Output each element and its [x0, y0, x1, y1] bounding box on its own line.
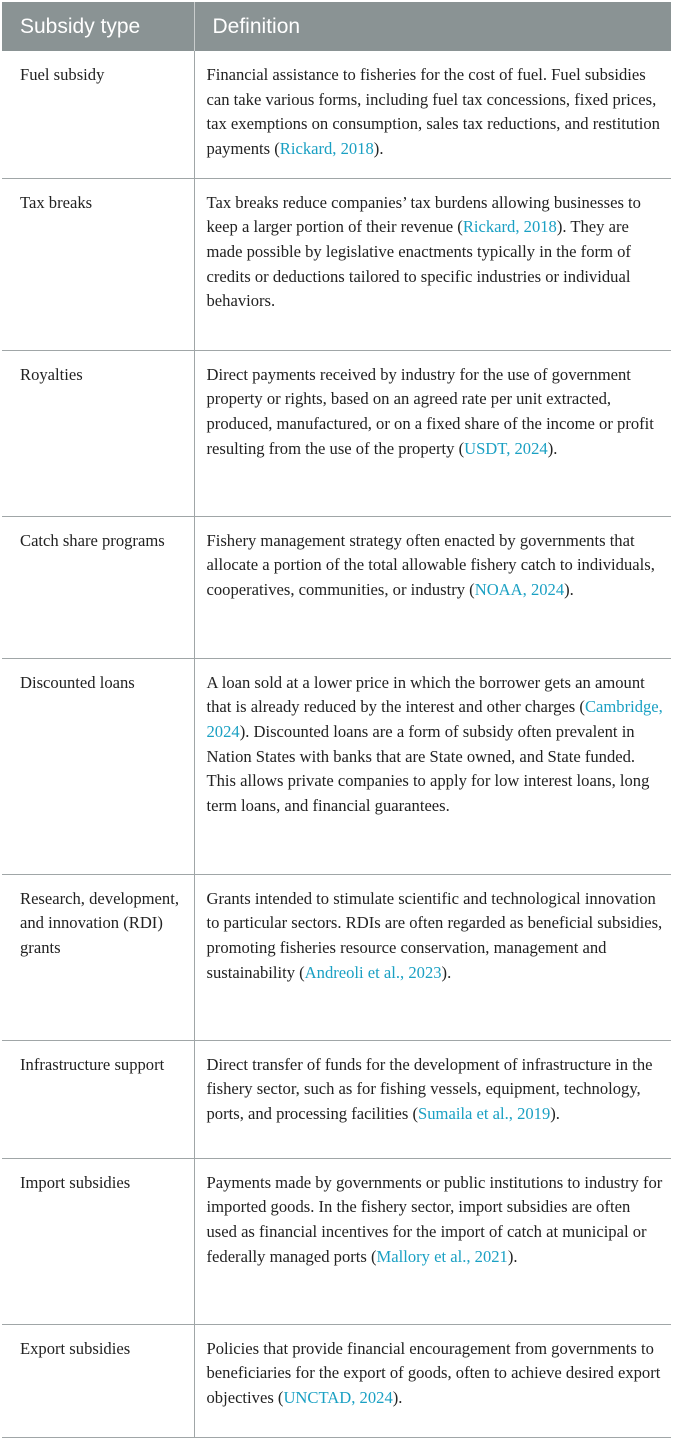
definition-text-after: ).: [373, 139, 384, 159]
definition-text-after: ).: [550, 1103, 560, 1123]
subsidy-type-cell: Export subsidies: [2, 1324, 194, 1437]
definition-text: Tax breaks reduce companies’ tax burdens allowing businesses to keep a larger portion of their revenue (: [206, 192, 641, 237]
definition-text-after: ).: [564, 579, 574, 599]
subsidy-type-cell: Research, development, and innovation (RDI) grants: [2, 874, 194, 1040]
table-row: [2, 178, 671, 350]
subsidy-type-cell: Catch share programs: [2, 516, 194, 658]
citation-link[interactable]: UNCTAD, 2024: [283, 1387, 393, 1407]
subsidy-type-cell: Royalties: [2, 350, 194, 516]
definition-text: Grants intended to stimulate scientific and technological innovation to particular sectors. RDIs are often regarded as beneficial subsidies, promoting fisheries resource conservation, management and sustainability (: [206, 888, 663, 982]
citation-link[interactable]: Sumaila et al., 2019: [418, 1103, 551, 1123]
definition-cell: [194, 51, 671, 178]
definition-text: Fishery management strategy often enacted by governments that allocate a portion of the total allowable fishery catch to individuals, cooperatives, communities, or industry (: [206, 530, 655, 599]
table-row: [2, 516, 671, 658]
citation-link[interactable]: Andreoli et al., 2023: [304, 962, 442, 982]
definition-text-after: ).: [441, 962, 452, 982]
definition-text: Payments made by governments or public institutions to industry for imported goods. In the fishery sector, import subsidies are often used as financial incentives for the import of catch at municipal or federally managed ports (: [206, 1172, 663, 1266]
header-row: [2, 2, 671, 51]
definition-text: Direct payments received by industry for the use of government property or rights, based on an agreed rate per unit extracted, produced, manufactured, or on a fixed share of the income or profit resulting from the use of the property (: [206, 364, 654, 458]
table-row: [2, 350, 671, 516]
subsidy-type-cell: Import subsidies: [2, 1158, 194, 1324]
table-row: [2, 1158, 671, 1324]
table-row: [2, 658, 671, 874]
table-row: [2, 1040, 671, 1158]
table-row: [2, 51, 671, 178]
definition-cell: [194, 1040, 671, 1158]
definition-cell: [194, 350, 671, 516]
citation-link[interactable]: Cambridge, 2024: [206, 697, 663, 741]
definition-text-after: ).: [507, 1246, 518, 1266]
subsidy-table: [2, 2, 671, 1438]
definition-text: Policies that provide financial encouragement from governments to beneficiaries for the export of goods, often to achieve desired export objectives (: [206, 1338, 661, 1407]
definition-cell: [194, 658, 671, 874]
table-row: [2, 874, 671, 1040]
definition-cell: [194, 874, 671, 1040]
subsidy-type-cell: Fuel subsidy: [2, 51, 194, 178]
table-row: [2, 1324, 671, 1437]
citation-link[interactable]: Mallory et al., 2021: [376, 1246, 508, 1266]
citation-link[interactable]: USDT, 2024: [464, 438, 548, 458]
subsidy-type-cell: Infrastructure support: [2, 1040, 194, 1158]
definition-text: Direct transfer of funds for the development of infrastructure in the fishery sector, such as for fishing vessels, equipment, technology, ports, and processing facilities (: [206, 1054, 653, 1123]
definition-text-after: ). Discounted loans are a form of subsidy often prevalent in Nation States with banks that are State owned, and State funded. This allows private companies to apply for low interest loans, long term loans, and financial guarantees.: [206, 721, 650, 816]
citation-link[interactable]: Rickard, 2018: [462, 217, 557, 237]
definition-cell: [194, 178, 671, 350]
definition-text: A loan sold at a lower price in which the borrower gets an amount that is already reduced by the interest and other charges (: [206, 672, 645, 717]
citation-link[interactable]: NOAA, 2024: [474, 579, 565, 599]
definition-text-after: ).: [547, 438, 558, 458]
definition-cell: [194, 1158, 671, 1324]
definition-text-after: ).: [392, 1387, 403, 1407]
citation-link[interactable]: Rickard, 2018: [279, 139, 374, 159]
definition-text: Financial assistance to fisheries for the cost of fuel. Fuel subsidies can take various forms, including fuel tax concessions, fixed prices, tax exemptions on consumption, sales tax reductions, and restitution payments (: [206, 65, 660, 159]
header-subsidy-type: Subsidy type: [2, 2, 194, 51]
definition-cell: [194, 516, 671, 658]
header-definition: Definition: [194, 2, 671, 51]
definition-cell: [194, 1324, 671, 1437]
subsidy-type-cell: Discounted loans: [2, 658, 194, 874]
definition-text-after: ). They are made possible by legislative enactments typically in the form of credits or deductions tailored to specific industries or individual behaviors.: [206, 217, 631, 311]
subsidy-type-cell: Tax breaks: [2, 178, 194, 350]
